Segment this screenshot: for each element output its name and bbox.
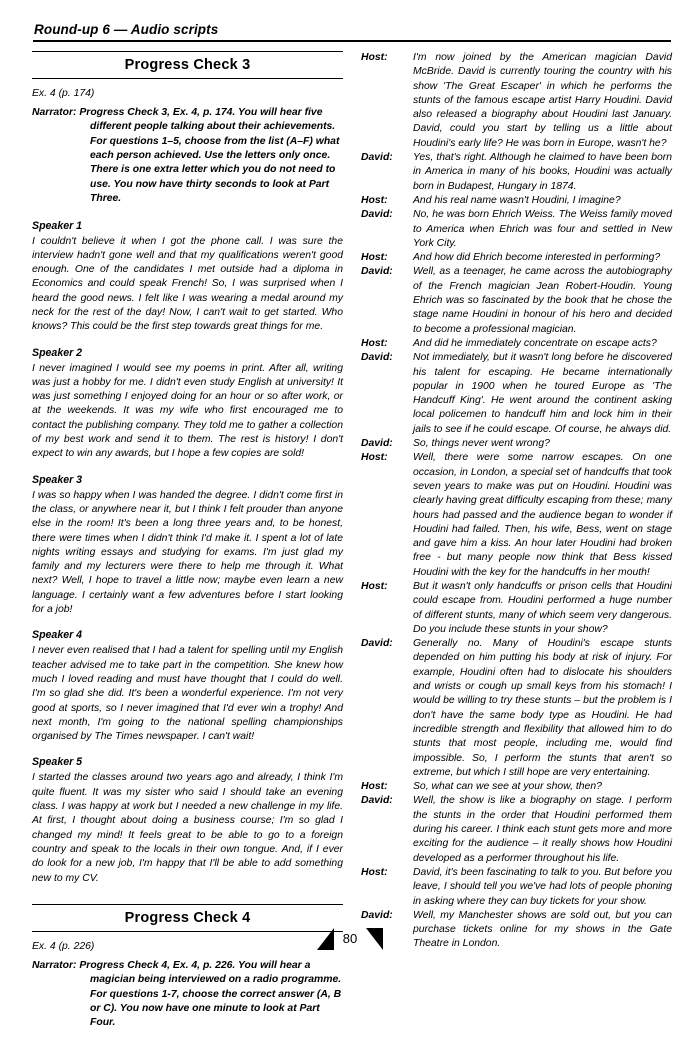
dialogue-turn [361, 265, 672, 336]
page-footer [0, 928, 700, 950]
dialogue-transcript [361, 51, 672, 952]
dialogue-speaker-label: Host: [361, 781, 388, 793]
dialogue-speaker-label: David: [361, 438, 393, 450]
dialogue-turn [361, 208, 672, 251]
triangle-right-icon [366, 928, 383, 950]
header-rule [33, 40, 671, 42]
dialogue-turn [361, 51, 672, 151]
two-column-layout [32, 51, 672, 1044]
dialogue-speaker-text: No, he was born Ehrich Weiss. The Weiss family moved to America when Ehrich was four and settled in New York City. [413, 209, 672, 249]
narrator-block-2 [32, 959, 343, 1031]
exercise-label-1: Ex. 4 (p. 174) [32, 88, 95, 99]
dialogue-speaker-text: Well, there were some narrow escapes. On one occasion, in London, a special set of handcuffs that took seven years to make was put on Houdini. Houdini was clearly having great difficulty escaping from these; many hours had passed and the audience began to wonder if Houdini had failed. Then, his wife, Bess, went on stage and gave him a kiss. An hour later Houdini had broken free - but many people now think that Bess kissed Houdini with the key for the handcuffs in her mouth! [413, 452, 672, 578]
dialogue-speaker-label: David: [361, 266, 393, 278]
dialogue-speaker-text: Well, the show is like a biography on stage. I perform the stunts in the order that Houdini performed them during his career. I think each stunt gets more and more exciting for the audience – it really shows how Houdini developed as a performer throughout his life. [413, 795, 672, 864]
dialogue-speaker-text: And how did Ehrich become interested in performing? [413, 252, 661, 264]
dialogue-turn [361, 866, 672, 909]
narrator-text-1: Progress Check 3, Ex. 4, p. 174. You will hear five different people talking about their achievements. For questions 1–5, choose from the list (A–F) what each person achieved. Use the letters only once. There is one extra letter which you do not need to use. You now have thirty seconds to look at Part Three. [79, 107, 340, 205]
dialogue-speaker-text: Well, as a teenager, he came across the autobiography of the French magician Jean Robert-Houdin. Young Ehrich was so fascinated by the book that he chose the stage name Houdini in honour of his hero and decided to become a professional magician. [413, 266, 672, 335]
speaker-body: I never imagined I would see my poems in print. After all, writing was just a hobby for me. I didn't even study English at university! It was just something I enjoyed doing for an hour or so after work, or at the weekends. It was my wife who first encouraged me to contact the publishing company. They told me to gather a collection of my best work and send it to them. The rest is history! I don't expect to win any awards, but I hope a few copies are sold! [32, 362, 343, 460]
dialogue-speaker-text: So, things never went wrong? [413, 438, 550, 450]
dialogue-turn [361, 780, 672, 794]
section-banner-progress-check-3 [32, 51, 343, 79]
dialogue-speaker-label: David: [361, 352, 393, 364]
dialogue-speaker-label: Host: [361, 194, 388, 206]
dialogue-turn [361, 580, 672, 637]
dialogue-turn [361, 637, 672, 780]
speaker-heading: Speaker 1 [32, 219, 83, 232]
dialogue-speaker-text: I'm now joined by the American magician David McBride. David is currently touring the country with his show 'The Great Escaper' in which he performs the stunts of the famous escape artist Harry Houdini. David also released a biography about Houdini last January. David, could you start by telling us a little about Houdini's early life? He was born in Europe, wasn't he? [413, 52, 672, 149]
speaker-heading: Speaker 5 [32, 756, 83, 769]
dialogue-turn [361, 194, 672, 208]
narrator-block-1 [32, 106, 343, 207]
dialogue-speaker-label: Host: [361, 580, 388, 592]
dialogue-speaker-label: Host: [361, 866, 388, 878]
page-number: 80 [342, 930, 358, 946]
dialogue-speaker-text: Yes, that's right. Although he claimed to have been born in America in many of his books, Houdini was actually born in Budapest, Hungary in 1874. [413, 152, 672, 192]
dialogue-speaker-text: Not immediately, but it wasn't long before he discovered his talent for escaping. He became internationally popular in 1900 when he toured Europe as 'The Handcuff King'. He went around the continent asking local policemen to handcuff him and lock him in their jails to see if he could escape. Of course, he always did. [413, 352, 672, 435]
dialogue-speaker-label: David: [361, 909, 393, 921]
speaker-body: I couldn't believe it when I got the phone call. I was sure the interview hadn't gone well and that my qualifications weren't good enough. One of the candidates I met outside had a diploma in Economics and could speak French! So, I was surprised when I heard the good news. I felt like I was wearing a medal around my neck for the rest of the day! Now, I can't wait to get started. Who knows? This could be the first step towards great things for me. [32, 235, 343, 333]
column-gutter [343, 51, 361, 1044]
dialogue-speaker-label: David: [361, 209, 393, 221]
narrator-label-1: Narrator: [32, 107, 77, 118]
section-title: Progress Check 4 [124, 909, 251, 926]
left-column [32, 51, 343, 1044]
dialogue-turn [361, 151, 672, 194]
speaker-heading: Speaker 4 [32, 629, 83, 642]
narrator-text-2: Progress Check 4, Ex. 4, p. 226. You will hear a magician being interviewed on a radio programme. For questions 1-7, choose the correct answer (A, B or C). You now have one minute to look at Part Four. [79, 959, 342, 1029]
speaker-body: I started the classes around two years ago and already, I think I'm quite fluent. It was my sister who said I should take an evening class. I was happy at work but I needed a new challenge in my life. At first, I thought about doing a business course; I'm so glad I changed my mind! It feels great to be able to go to a foreign country and speak to the locals in their own tongue. And, if I ever do look for a new job, I'm happy that I'll be able to add something new to my CV. [32, 772, 343, 884]
dialogue-speaker-label: Host: [361, 337, 388, 349]
section-title: Progress Check 3 [124, 57, 251, 73]
speaker-heading: Speaker 2 [32, 346, 83, 359]
dialogue-turn [361, 437, 672, 451]
speaker-heading: Speaker 3 [32, 473, 83, 486]
dialogue-speaker-label: David: [361, 638, 393, 650]
dialogue-speaker-text: So, what can we see at your show, then? [413, 781, 602, 793]
narrator-label-2: Narrator: [32, 959, 77, 971]
dialogue-speaker-text: Well, my Manchester shows are sold out, but you can purchase tickets online for my shows in the Gate Theatre in London. [413, 909, 672, 950]
triangle-left-icon [317, 928, 334, 950]
running-header: Round-up 6 — Audio scripts [34, 22, 219, 37]
speaker-body: I never even realised that I had a talent for spelling until my English teacher advised me to take part in the competition. She knew how much I loved reading and must have thought that I could do well. I'm so glad she did. It's been a wonderful experience. I'm not very good at sports, so I never imagined that I'd ever win a trophy! And next month, I'm going to the national spelling championships organised by The Times newspaper. I can't wait! [32, 645, 343, 743]
dialogue-speaker-text: And did he immediately concentrate on escape acts? [413, 337, 657, 349]
dialogue-speaker-text: And his real name wasn't Houdini, I imagine? [413, 194, 621, 206]
dialogue-turn [361, 451, 672, 580]
dialogue-speaker-text: David, it's been fascinating to talk to you. But before you leave, I should tell you we've had lots of people phoning in asking where they can buy tickets for your show. [413, 866, 672, 907]
dialogue-turn [361, 337, 672, 351]
exercise-label-2: Ex. 4 (p. 226) [32, 940, 95, 952]
dialogue-turn [361, 251, 672, 265]
dialogue-turn [361, 351, 672, 437]
dialogue-speaker-text: Generally no. Many of Houdini's escape stunts depended on him putting his body at risk of injury. For example, Houdini often had to dislocate his shoulders and wrists or cough up small keys from his stomach! I would be willing to try these stunts – but the problem is I don't have the same body type as Houdini. He had incredible strength and flexibility that allowed him to do stunts that most people, including me, would find impossible. So, I perform the stunts that aren't so extreme, but which I still hope are very entertaining. [413, 638, 672, 778]
dialogue-speaker-text: But it wasn't only handcuffs or prison cells that Houdini could escape from. Houdini performed a huge number of different stunts, many of which seem very dangerous. Do you include these stunts in your show? [413, 580, 672, 635]
dialogue-speaker-label: David: [361, 795, 393, 807]
dialogue-turn [361, 794, 672, 865]
speaker-body: I was so happy when I was handed the degree. I didn't come first in the class, or anywhere near it, but I think I felt prouder than anyone else in the room! It's been a long three years and, to be honest, there were times when I didn't think I'd make it. I spent a lot of late nights writing essays and studying for exams. I'm just glad my family and my lecturers were there to help me through it. What next? Well, I hope to travel a little now; maybe even learn a new language. I certainly want a few adventures before I start looking for a job! [32, 489, 343, 616]
right-column [361, 51, 672, 1044]
dialogue-speaker-label: David: [361, 152, 393, 164]
dialogue-speaker-label: Host: [361, 52, 388, 63]
dialogue-speaker-label: Host: [361, 252, 388, 264]
dialogue-speaker-label: Host: [361, 452, 388, 464]
